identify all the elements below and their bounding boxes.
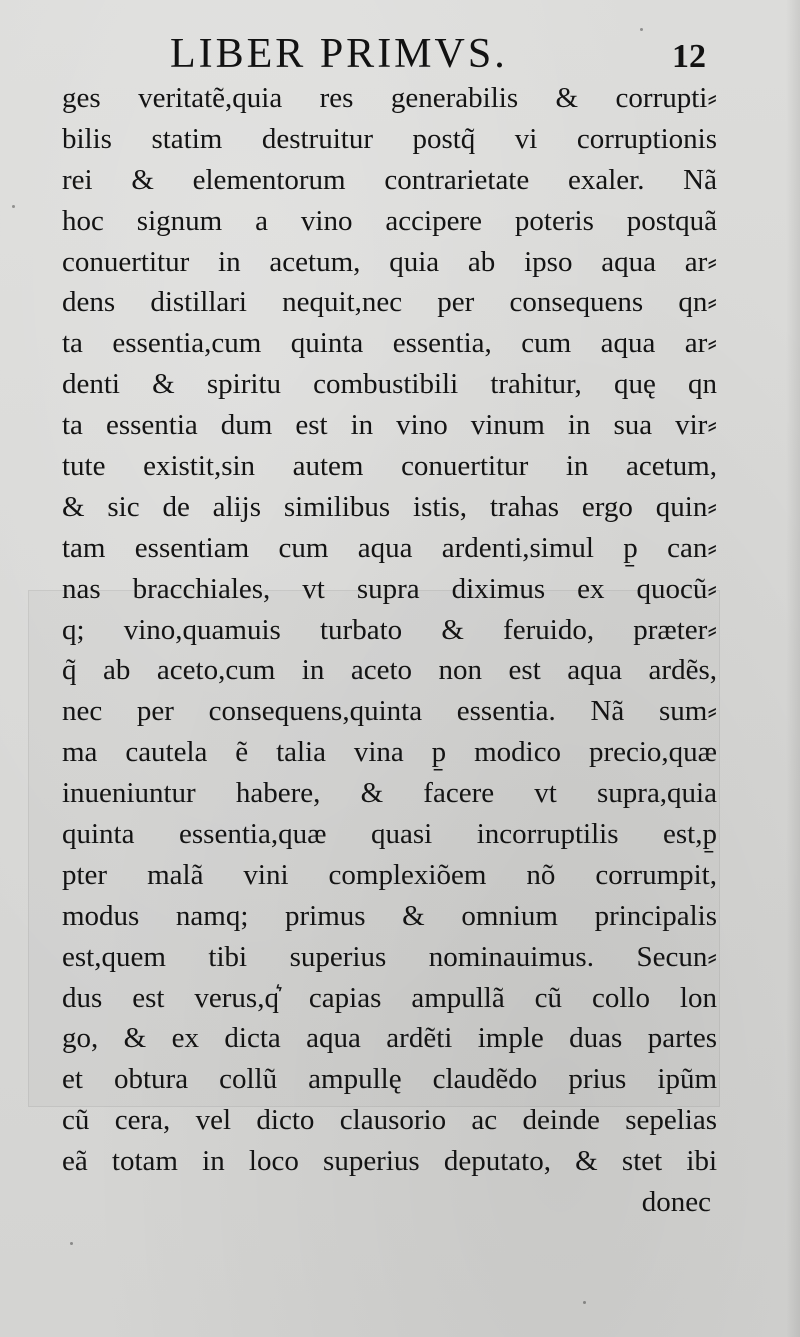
paper-speck <box>12 205 15 208</box>
text-line: hoc signum a vino accipere poteris postquã <box>62 204 717 237</box>
body-text <box>62 78 717 1223</box>
text-line: modus namq; primus & omnium principalis <box>62 899 717 932</box>
paper-speck <box>640 28 643 31</box>
paper-speck <box>70 1242 73 1245</box>
text-line: & sic de aliјs similibus istis, trahas ergo quin⸗ <box>62 490 717 523</box>
text-line: tam essentiam cum aqua ardenti,simul p̱ can⸗ <box>62 531 717 564</box>
text-line: q; vino,quamuis turbato & feruido, præter⸗ <box>62 613 717 646</box>
text-line: bilis statim destruitur postq̃ vi corruptionis <box>62 122 717 155</box>
text-line: rei & elementorum contrarietate exaler. Nã <box>62 163 717 196</box>
text-line: eã totam in loco superius deputato, & stet ibi <box>62 1145 717 1178</box>
paper-speck <box>583 1301 586 1304</box>
text-line: go, & ex dicta aqua ardẽti imple duas partes <box>62 1022 717 1055</box>
text-line: inueniuntur habere, & facere vt supra,quia <box>62 777 717 810</box>
text-line: tute existit,sin autem conuertitur in acetum, <box>62 450 717 483</box>
text-line: est,quem tibi superius nominauimus. Secun⸗ <box>62 940 717 973</box>
catchword: donec <box>641 1186 711 1219</box>
text-line: nas bracchiales, vt supra diximus ex quocũ⸗ <box>62 572 717 605</box>
text-line: pter malã vini complexiõem nõ corrumpit, <box>62 858 717 891</box>
text-line: cũ cera, vel dicto clausorio ac deinde sepelias <box>62 1104 717 1137</box>
text-line: nec per consequens,quinta essentia. Nã sum⸗ <box>62 695 717 728</box>
text-line: ta essentia,cum quinta essentia, cum aqua ar⸗ <box>62 327 717 360</box>
text-line: ges veritatẽ,quia res generabilis & corrupti⸗ <box>62 82 717 114</box>
page-header <box>0 28 800 78</box>
text-line: ma cautela ẽ talia vina p̱ modico precio,quæ <box>62 736 717 769</box>
text-line: dens distillari nequit,nec per consequens qn⸗ <box>62 286 717 319</box>
text-line: q̃ ab aceto,cum in aceto non est aqua ardẽs, <box>62 654 717 687</box>
text-line: conuertitur in acetum, quia ab ipso aqua ar⸗ <box>62 245 717 278</box>
running-title: LIBER PRIMVS. <box>170 31 508 77</box>
text-line: et obtura collũ ampullę claudẽdo prius ipũm <box>62 1063 717 1096</box>
text-line: quinta essentia,quæ quasi incorruptilis est,p̱ <box>62 818 717 851</box>
text-line: denti & spiritu combustibili trahitur, quę qn <box>62 368 717 401</box>
text-line: dus est verus,q͛ capias ampullã cũ collo lon <box>62 981 717 1014</box>
page-edge-shadow <box>786 0 800 1337</box>
folio-number: 12 <box>672 38 706 75</box>
text-line: ta essentia dum est in vino vinum in sua vir⸗ <box>62 409 717 442</box>
